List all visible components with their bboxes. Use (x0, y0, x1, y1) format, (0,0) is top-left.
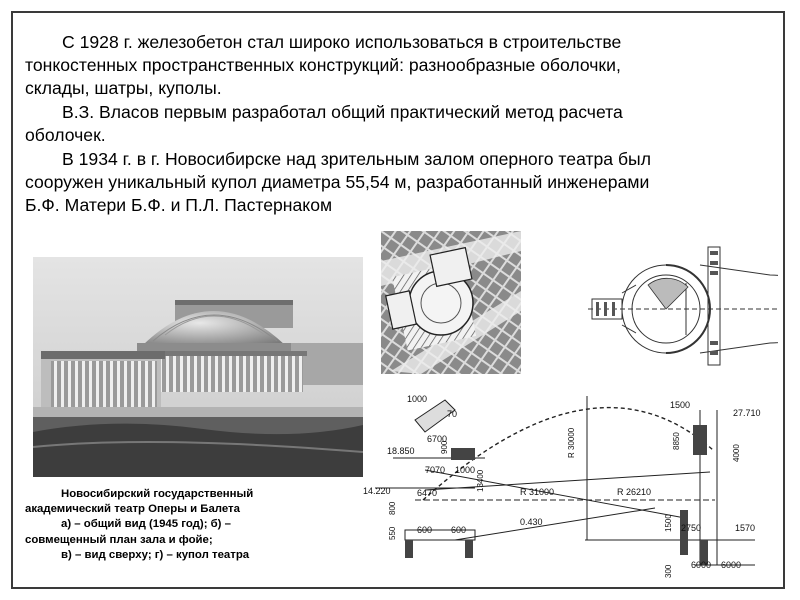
theatre-photo (33, 257, 363, 477)
dim-8850: 8850 (672, 432, 681, 450)
dim-7070: 7070 (425, 465, 446, 475)
level-27710: 27.710 (733, 408, 761, 418)
p2-line2: оболочек. (25, 124, 106, 145)
dim-1000b: 1000 (455, 465, 476, 475)
dim-1000: 1000 (407, 394, 428, 404)
dim-800: 800 (388, 501, 397, 515)
dim-6700: 6700 (427, 434, 448, 444)
figure-caption (25, 487, 325, 563)
paragraph-2 (25, 101, 755, 147)
caption-line2: академический театр Оперы и Балета (25, 503, 240, 516)
top-view-drawing (381, 231, 521, 374)
radius-30000: R 30000 (567, 427, 576, 458)
dim-6000a: 6000 (691, 560, 712, 570)
caption-line3: а) – общий вид (1945 год); б) – (61, 518, 231, 531)
dim-6000b: 6000 (721, 560, 742, 570)
radius-26210: R 26210 (617, 487, 652, 497)
caption-line4: совмещенный план зала и фойе; (25, 533, 213, 546)
paragraph-3 (25, 148, 755, 216)
p1-line3: склады, шатры, куполы. (25, 77, 222, 98)
level-18850: 18.850 (387, 446, 415, 456)
dim-2750: 2750 (681, 523, 702, 533)
dim-4000: 4000 (732, 444, 741, 462)
radius-31000: R 31000 (520, 487, 555, 497)
p2-line1: В.З. Власов первым разработал общий практический метод расчета (62, 102, 623, 122)
dim-13400: 13400 (476, 469, 485, 492)
dim-900: 900 (440, 440, 449, 454)
dim-600a: 600 (417, 525, 433, 535)
dim-550: 550 (388, 526, 397, 540)
p1-line1: С 1928 г. железобетон стал широко использоваться в строительстве (62, 32, 622, 52)
plan-drawing (588, 245, 778, 367)
dome-section-drawing (355, 390, 775, 585)
p1-line2: тонкостенных пространственных конструкций: разнообразные оболочки, (25, 54, 621, 75)
dim-70: 70 (447, 409, 458, 419)
level-0430: 0.430 (520, 517, 543, 527)
caption-line1: Новосибирский государственный (61, 488, 254, 500)
p3-line3: Б.Ф. Матери Б.Ф. и П.Л. Пастернаком (25, 194, 333, 215)
p3-line2: сооружен уникальный купол диаметра 55,54 м, разработанный инженерами (25, 171, 650, 192)
paragraph-1 (25, 31, 755, 99)
dim-1500b: 1500 (664, 514, 673, 532)
caption-line5: в) – вид сверху; г) – купол театра (61, 548, 250, 561)
level-14220: 14.220 (363, 486, 391, 496)
dim-6470: 6470 (417, 488, 438, 498)
p3-line1: В 1934 г. в г. Новосибирске над зрительным залом оперного театра был (62, 149, 651, 169)
dim-600b: 600 (451, 525, 467, 535)
dim-1500: 1500 (670, 400, 691, 410)
dim-1570: 1570 (735, 523, 756, 533)
dim-300: 300 (664, 564, 673, 578)
